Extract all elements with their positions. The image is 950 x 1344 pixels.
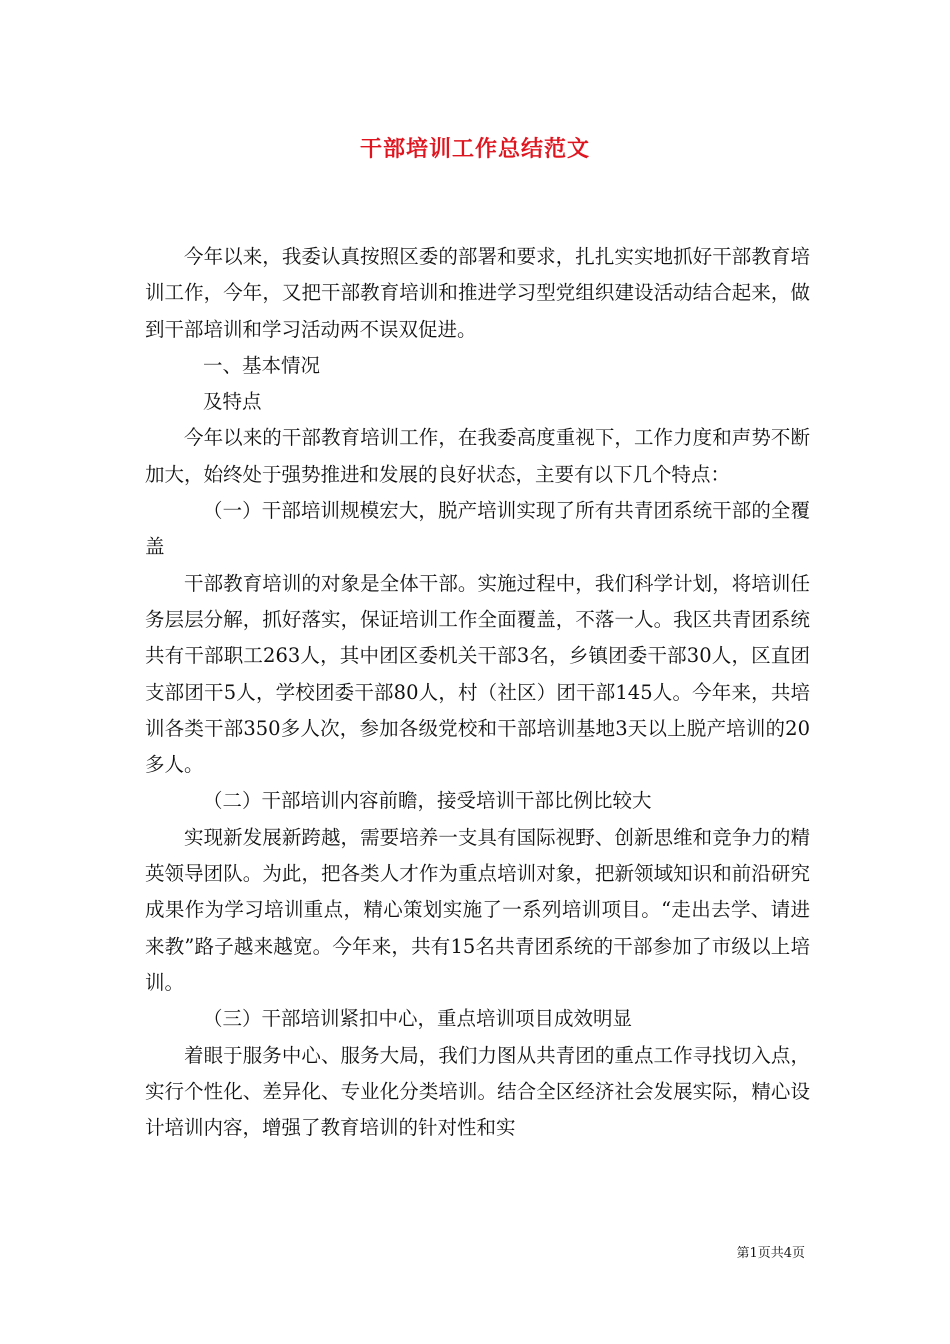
section-heading-basic: 一、基本情况 xyxy=(203,353,321,377)
document-title: 干部培训工作总结范文 xyxy=(359,136,590,162)
paragraph-3: 着眼于服务中心、服务大局，我们力图从共青团的重点工作寻找切入点，实行个性化、差异化、专业化分类培训。结合全区经济社会发展实际，精心设计培训内容，增强了教育培训的针对性和实 xyxy=(145,1043,810,1140)
features-paragraph: 今年以来的干部教育培训工作，在我委高度重视下，工作力度和声势不断加大，始终处于强势推进和发展的良好状态，主要有以下几个特点： xyxy=(145,426,810,486)
paragraph-1: 干部教育培训的对象是全体干部。实施过程中，我们科学计划，将培训任务层层分解，抓好落实，保证培训工作全面覆盖，不落一人。我区共青团系统共有干部职工263人，其中团区委机关干部3名，乡镇团委干部30人，区直团支部团干5人，学校团委干部80人，村（社区）团干部145人。今年来，共培训各类干部350多人次，参加各级党校和干部培训基地3天以上脱产培训的20多人。 xyxy=(145,571,810,777)
subheading-1: （一）干部培训规模宏大，脱产培训实现了所有共青团系统干部的全覆盖 xyxy=(145,499,810,559)
paragraph-2: 实现新发展新跨越，需要培养一支具有国际视野、创新思维和竞争力的精英领导团队。为此，把各类人才作为重点培训对象，把新领域知识和前沿研究成果作为学习培训重点，精心策划实施了一系列培训项目。“走出去学、请进来教”路子越来越宽。今年来，共有15名共青团系统的干部参加了市级以上培训。 xyxy=(145,825,810,994)
subheading-3: （三）干部培训紧扣中心，重点培训项目成效明显 xyxy=(203,1007,633,1031)
intro-paragraph: 今年以来，我委认真按照区委的部署和要求，扎扎实实地抓好干部教育培训工作，今年，又把干部教育培训和推进学习型党组织建设活动结合起来，做到干部培训和学习活动两不误双促进。 xyxy=(145,245,810,341)
page-number: 第1页共4页 xyxy=(736,1246,805,1261)
section-heading-features: 及特点 xyxy=(203,390,262,414)
document-body xyxy=(145,239,810,1146)
subheading-2: （二）干部培训内容前瞻，接受培训干部比例比较大 xyxy=(203,789,652,813)
